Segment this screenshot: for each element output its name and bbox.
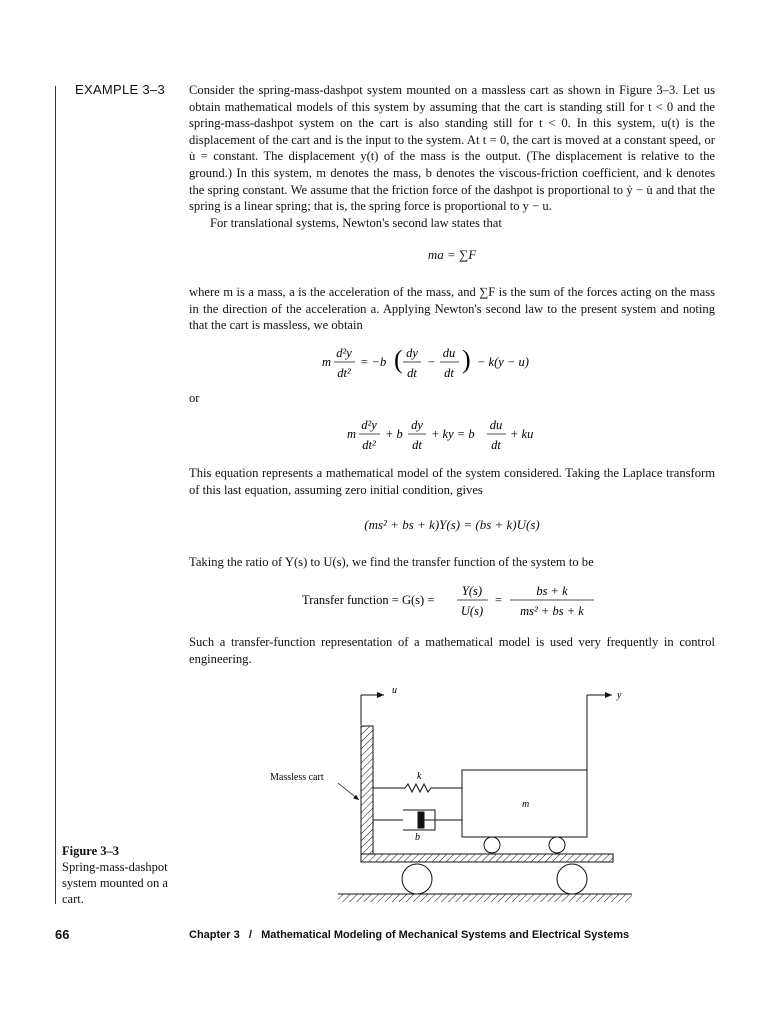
massless-cart-label: Massless cart bbox=[270, 772, 324, 783]
eq5-label: Transfer function = G(s) = bbox=[302, 593, 435, 607]
eq2-den1: dt² bbox=[337, 366, 351, 380]
eq2-minus: − bbox=[427, 355, 436, 369]
figure-caption bbox=[62, 843, 177, 907]
eq3-p3: + ku bbox=[510, 427, 534, 441]
figure-caption-title: Figure 3–3 bbox=[62, 844, 120, 858]
u-label: u bbox=[392, 685, 397, 696]
cart-wheel-right bbox=[557, 864, 587, 894]
eq3-den1: dt² bbox=[362, 438, 376, 452]
sidebar-rule bbox=[55, 86, 56, 904]
spring-k bbox=[373, 784, 462, 792]
equation-motion-2 bbox=[189, 414, 715, 454]
eq5-den1: U(s) bbox=[460, 604, 484, 618]
u-arrow bbox=[361, 695, 384, 725]
or-text: or bbox=[189, 391, 200, 405]
paragraph-intro bbox=[189, 82, 715, 231]
equation-laplace: (ms² + bs + k)Y(s) = (bs + k)U(s) bbox=[364, 517, 540, 532]
cart-wall bbox=[361, 726, 373, 854]
svg-text:(: ( bbox=[394, 345, 403, 374]
eq3-den3: dt bbox=[491, 438, 501, 452]
equation-motion-1 bbox=[189, 342, 715, 382]
eq2-mid: = −b bbox=[360, 355, 387, 369]
dashpot-b-label: b bbox=[415, 832, 420, 843]
cart-pointer bbox=[338, 783, 359, 800]
y-arrow bbox=[587, 695, 612, 770]
eq5-num2: bs + k bbox=[536, 584, 568, 598]
figure-caption-text: Spring-mass-dashpot system mounted on a cart. bbox=[62, 860, 168, 906]
dashpot-b bbox=[373, 810, 462, 830]
para2-text: For translational systems, Newton's second law states that bbox=[210, 215, 502, 230]
eq2-den2: dt bbox=[407, 366, 417, 380]
spring-k-label: k bbox=[417, 771, 422, 782]
y-label: y bbox=[617, 690, 622, 701]
svg-text:): ) bbox=[462, 345, 471, 374]
eq2-num1: d²y bbox=[336, 346, 352, 360]
cart-wheel-left bbox=[402, 864, 432, 894]
paragraph-where: where m is a mass, a is the acceleration of the mass, and ∑F is the sum of the forces acting on the mass in the direction of the acceleration a. Applying Newton's second law to the present system and noting that the cart is massless, we obtain bbox=[189, 285, 715, 333]
eq2-num3: du bbox=[442, 346, 456, 360]
spring-mass-dashpot-diagram bbox=[260, 680, 640, 910]
equation-transfer-function bbox=[189, 580, 715, 620]
eq5-num1: Y(s) bbox=[461, 584, 483, 598]
eq3-p2: + ky = b bbox=[431, 427, 475, 441]
eq3-p1: + b bbox=[385, 427, 403, 441]
eq2-lhs: m bbox=[322, 355, 332, 369]
eq2-num2: dy bbox=[406, 346, 418, 360]
cart-base bbox=[361, 854, 613, 862]
example-label: EXAMPLE 3–3 bbox=[75, 82, 166, 97]
paragraph-closing: Such a transfer-function representation of a mathematical model is used very frequently in control engineering. bbox=[189, 635, 715, 666]
eq2-tail: − k(y − u) bbox=[477, 355, 529, 369]
eq3-lhs: m bbox=[347, 427, 357, 441]
mass-m-label: m bbox=[522, 799, 530, 810]
eq5-eq: = bbox=[495, 593, 503, 607]
eq3-num1: d²y bbox=[361, 418, 377, 432]
equation-newton: ma = ∑F bbox=[427, 247, 477, 262]
eq3-num3: du bbox=[489, 418, 503, 432]
running-footer: Chapter 3 / Mathematical Modeling of Mechanical Systems and Electrical Systems bbox=[189, 929, 630, 941]
para1-text: Consider the spring-mass-dashpot system mounted on a massless cart as shown in Figure 3–3. Let us obtain mathematical models of this system by assuming that the cart is standing still for t < 0 and the spring-mass-dashpot system on the cart is also standing still for t < 0. In this system, u(t) is the displacement of the cart and is the input to the system. At t = 0, the cart is moved at a constant speed, or u̇ = constant. The displacement y(t) of the mass is the output. (The displacement is relative to the ground.) In this system, m denotes the mass, b denotes the viscous-friction coefficient, and k denotes the spring constant. We assume that the friction force of the dashpot is proportional to ẏ − u̇ and that the spring is a linear spring; that is, the spring force is proportional to y − u. bbox=[189, 83, 715, 214]
paragraph-ratio: Taking the ratio of Y(s) to U(s), we find the transfer function of the system to be bbox=[189, 555, 594, 569]
mass-wheel-left bbox=[484, 837, 500, 853]
mass-wheel-right bbox=[549, 837, 565, 853]
paragraph-laplace: This equation represents a mathematical model of the system considered. Taking the Laplace transform of this last equation, assuming zero initial condition, gives bbox=[189, 466, 715, 497]
ground-hatch bbox=[338, 894, 632, 902]
eq3-num2: dy bbox=[411, 418, 423, 432]
eq5-den2: ms² + bs + k bbox=[520, 604, 584, 618]
page-number: 66 bbox=[55, 927, 70, 942]
eq2-den3: dt bbox=[444, 366, 454, 380]
eq3-den2: dt bbox=[412, 438, 422, 452]
